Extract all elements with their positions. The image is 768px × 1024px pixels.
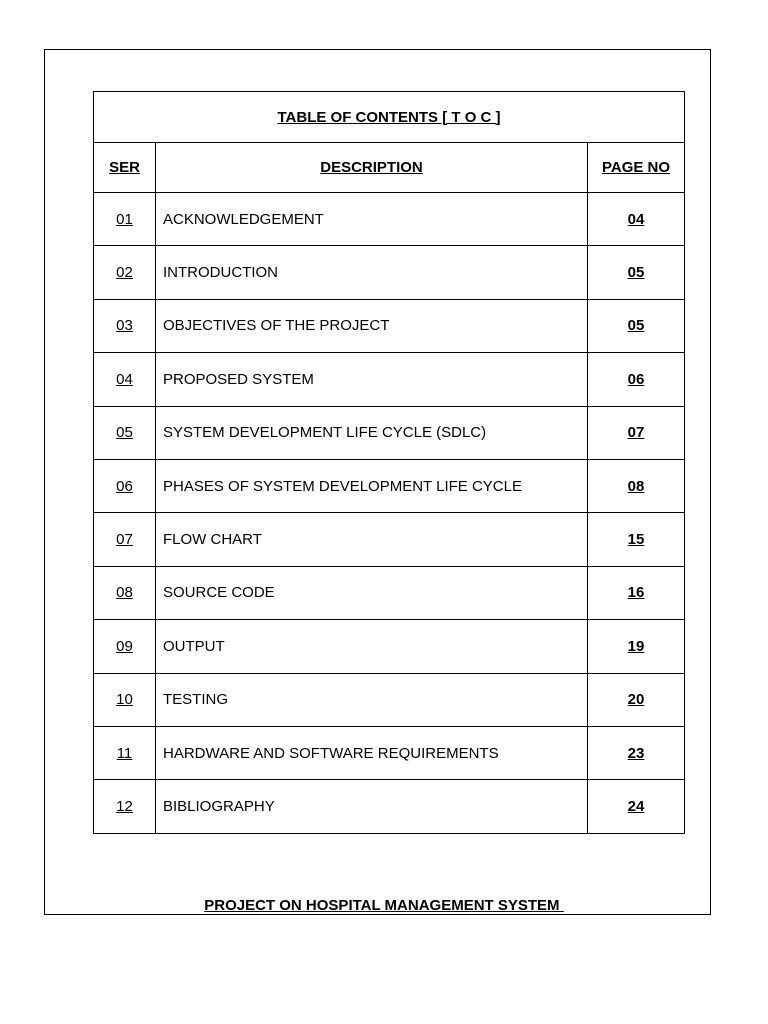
row-description: HARDWARE AND SOFTWARE REQUIREMENTS <box>156 726 588 779</box>
row-page-no: 20 <box>588 673 685 726</box>
table-row <box>94 299 685 352</box>
project-title: PROJECT ON HOSPITAL MANAGEMENT SYSTEM <box>204 897 564 914</box>
row-page-no: 19 <box>588 620 685 673</box>
row-page-no: 06 <box>588 353 685 406</box>
table-row <box>94 513 685 566</box>
row-page-no: 15 <box>588 513 685 566</box>
toc-table <box>93 91 685 834</box>
header-ser: SER <box>94 143 156 193</box>
table-row <box>94 673 685 726</box>
row-ser: 10 <box>94 673 156 726</box>
row-description: PROPOSED SYSTEM <box>156 353 588 406</box>
row-ser: 06 <box>94 459 156 512</box>
toc-header-row <box>94 143 685 193</box>
row-description: TESTING <box>156 673 588 726</box>
row-ser: 05 <box>94 406 156 459</box>
row-description: ACKNOWLEDGEMENT <box>156 193 588 246</box>
row-ser: 03 <box>94 299 156 352</box>
toc-title: TABLE OF CONTENTS [ T O C ] <box>94 92 685 143</box>
table-row <box>94 726 685 779</box>
row-page-no: 05 <box>588 246 685 299</box>
row-description: SYSTEM DEVELOPMENT LIFE CYCLE (SDLC) <box>156 406 588 459</box>
row-description: SOURCE CODE <box>156 566 588 619</box>
row-ser: 07 <box>94 513 156 566</box>
row-page-no: 07 <box>588 406 685 459</box>
table-row <box>94 459 685 512</box>
header-page-no: PAGE NO <box>588 143 685 193</box>
row-ser: 08 <box>94 566 156 619</box>
row-ser: 02 <box>94 246 156 299</box>
row-ser: 11 <box>94 726 156 779</box>
row-page-no: 16 <box>588 566 685 619</box>
row-description: FLOW CHART <box>156 513 588 566</box>
table-row <box>94 193 685 246</box>
row-ser: 01 <box>94 193 156 246</box>
toc-title-row <box>94 92 685 143</box>
header-description: DESCRIPTION <box>156 143 588 193</box>
row-description: OUTPUT <box>156 620 588 673</box>
table-row <box>94 246 685 299</box>
row-description: INTRODUCTION <box>156 246 588 299</box>
row-page-no: 23 <box>588 726 685 779</box>
table-row <box>94 566 685 619</box>
row-ser: 09 <box>94 620 156 673</box>
row-ser: 04 <box>94 353 156 406</box>
row-ser: 12 <box>94 780 156 833</box>
row-page-no: 05 <box>588 299 685 352</box>
row-page-no: 24 <box>588 780 685 833</box>
row-page-no: 08 <box>588 459 685 512</box>
table-row <box>94 780 685 833</box>
row-page-no: 04 <box>588 193 685 246</box>
table-row <box>94 620 685 673</box>
table-row <box>94 406 685 459</box>
row-description: OBJECTIVES OF THE PROJECT <box>156 299 588 352</box>
row-description: PHASES OF SYSTEM DEVELOPMENT LIFE CYCLE <box>156 459 588 512</box>
row-description: BIBLIOGRAPHY <box>156 780 588 833</box>
table-row <box>94 353 685 406</box>
